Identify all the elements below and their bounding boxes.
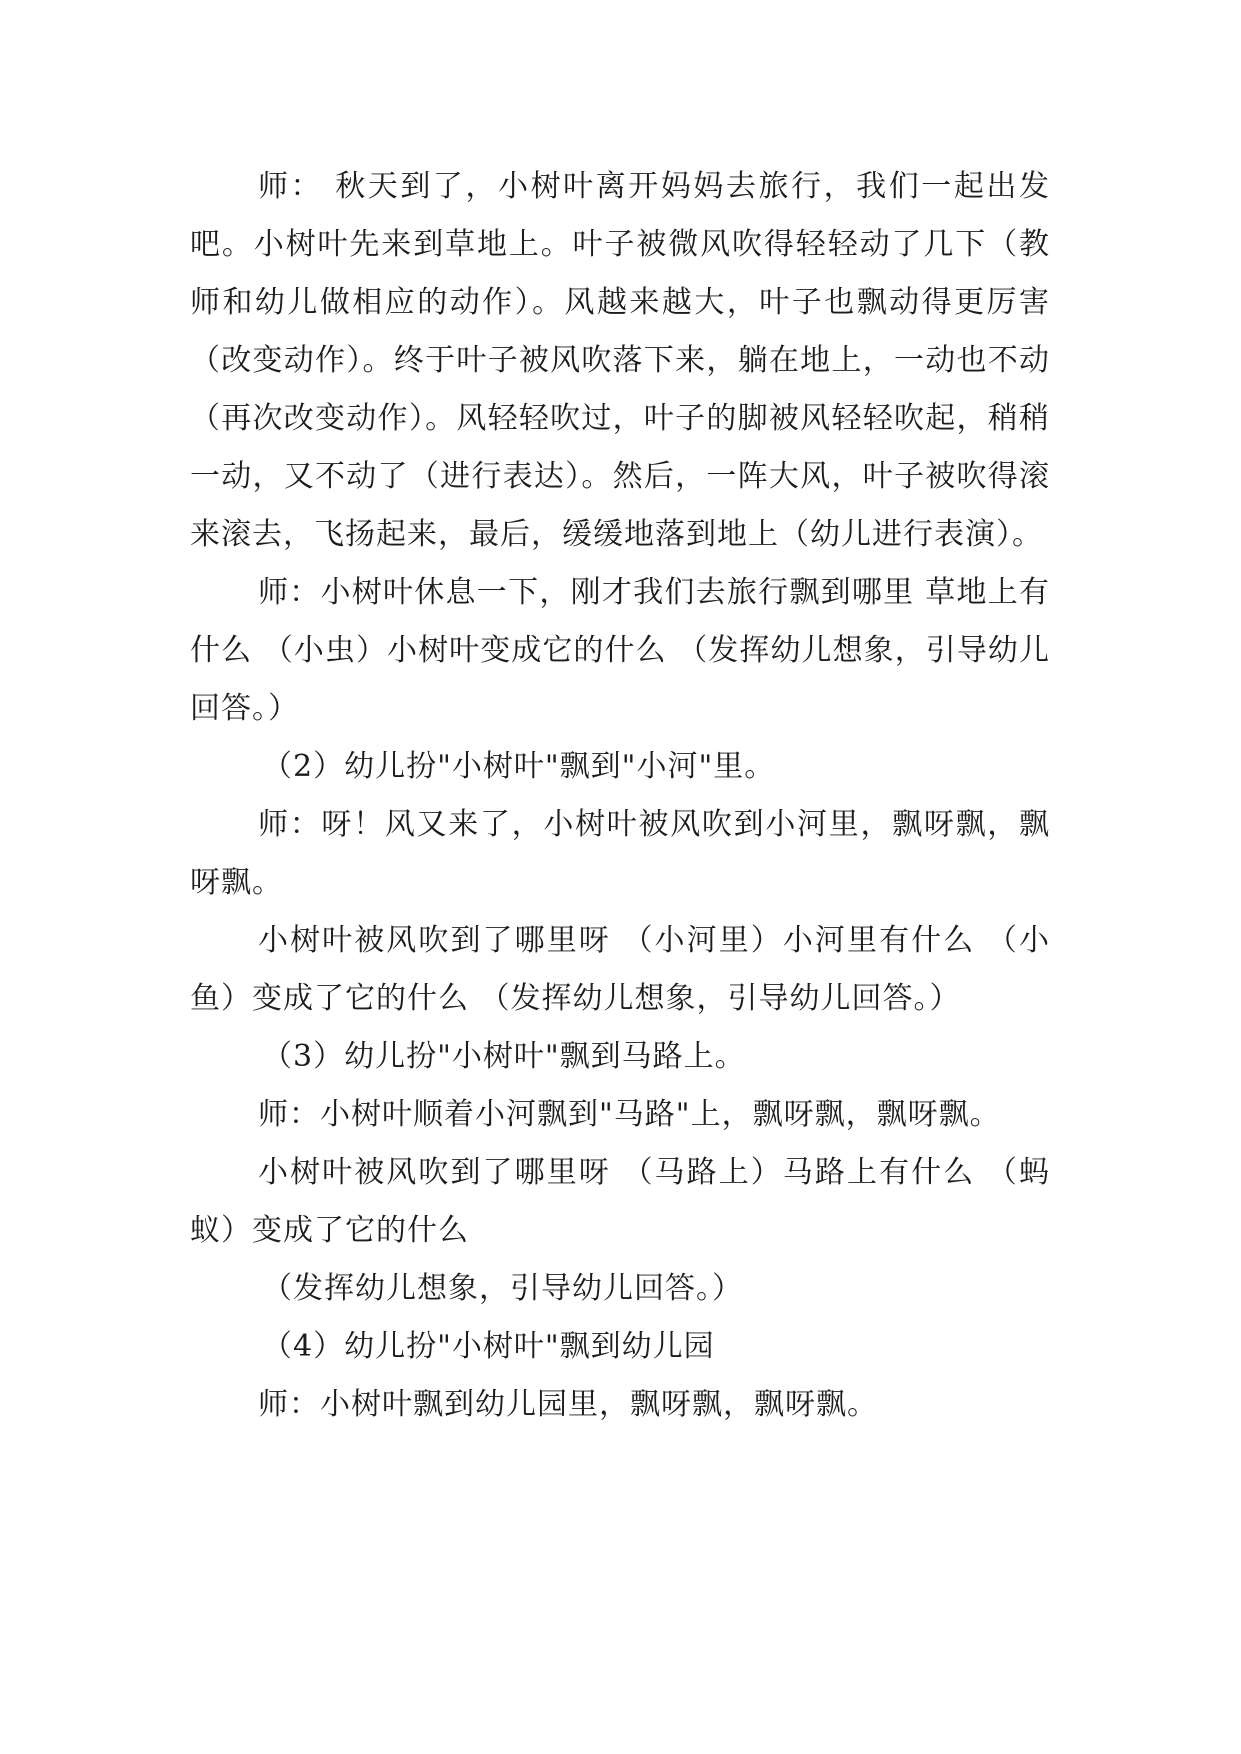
paragraph-river-question: 小树叶被风吹到了哪里呀 （小河里）小河里有什么 （小鱼）变成了它的什么 （发挥幼儿想象，引导幼儿回答。） — [190, 923, 1050, 1016]
paragraph-teacher-road: 师：小树叶顺着小河飘到"马路"上，飘呀飘，飘呀飘。 — [258, 1097, 1001, 1132]
paragraph-road-guidance: （发挥幼儿想象，引导幼儿回答。） — [262, 1271, 743, 1306]
paragraph-step-4: （4）幼儿扮"小树叶"飘到幼儿园 — [262, 1329, 715, 1364]
paragraph-step-3: （3）幼儿扮"小树叶"飘到马路上。 — [262, 1039, 746, 1074]
paragraph-teacher-kindergarten: 师：小树叶飘到幼儿园里，飘呀飘，飘呀飘。 — [258, 1387, 878, 1422]
paragraph-teacher-intro: 师： 秋天到了，小树叶离开妈妈去旅行，我们一起出发吧。小树叶先来到草地上。叶子被微风吹得轻轻动了几下（教师和幼儿做相应的动作）。风越来越大，叶子也飘动得更厉害（改变动作）。终于叶子被风吹落下来，躺在地上，一动也不动（再次改变动作）。风轻轻吹过，叶子的脚被风轻轻吹起，稍稍一动，又不动了（进行表达）。然后，一阵大风，叶子被吹得滚来滚去，飞扬起来，最后，缓缓地落到地上（幼儿进行表演）。 — [190, 169, 1050, 552]
document-body — [190, 158, 1050, 1434]
paragraph-road-question: 小树叶被风吹到了哪里呀 （马路上）马路上有什么 （蚂蚁）变成了它的什么 — [190, 1155, 1050, 1248]
paragraph-step-2: （2）幼儿扮"小树叶"飘到"小河"里。 — [262, 749, 776, 784]
paragraph-teacher-question-1: 师：小树叶休息一下，刚才我们去旅行飘到哪里 草地上有什么 （小虫）小树叶变成它的什么 （发挥幼儿想象，引导幼儿回答。） — [190, 575, 1050, 726]
paragraph-teacher-river: 师：呀！风又来了，小树叶被风吹到小河里，飘呀飘，飘呀飘。 — [190, 807, 1050, 900]
